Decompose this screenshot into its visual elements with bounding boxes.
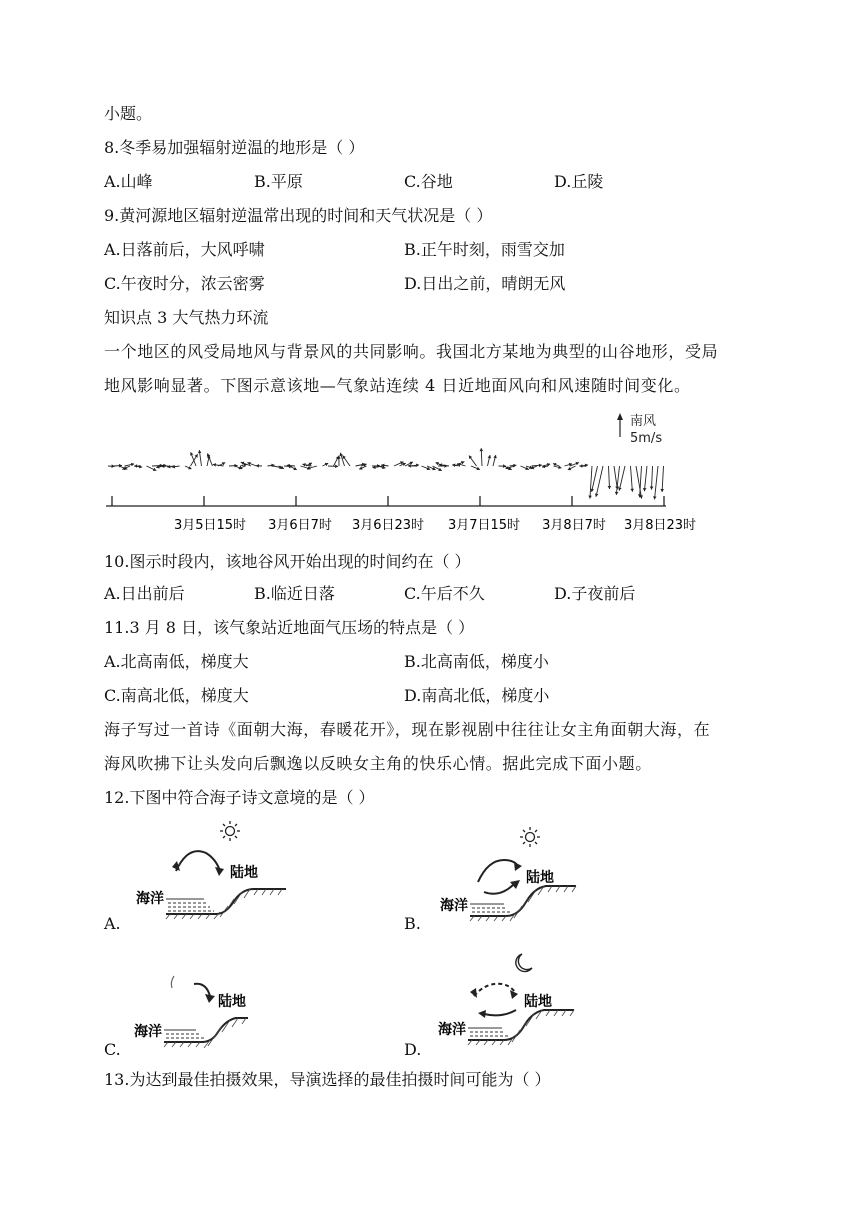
q10-stem: 10.图示时段内，该地谷风开始出现的时间约在（ ） <box>104 552 471 571</box>
q13-stem: 13.为达到最佳拍摄效果，导演选择的最佳拍摄时间可能为（ ） <box>104 1070 551 1089</box>
q9-option-b: B.正午时刻，雨雪交加 <box>404 240 565 259</box>
q8-option-b: B.平原 <box>254 172 303 191</box>
wind-arrowhead <box>539 464 542 468</box>
circulation-arrow <box>484 884 514 894</box>
wind-arrowhead <box>172 465 175 469</box>
q9-option-d: D.日出之前，晴朗无风 <box>404 274 566 293</box>
arrowhead <box>470 988 477 998</box>
wind-arrowhead <box>139 465 142 469</box>
q12-option-a-letter: A. <box>104 914 121 933</box>
wind-arrow <box>609 466 610 489</box>
circulation-arrow <box>176 851 220 871</box>
land-label: 陆地 <box>218 994 246 1010</box>
wind-chart <box>100 402 720 540</box>
tick-label-1: 3月5日15时 <box>173 518 247 533</box>
wind-arrowhead <box>595 494 599 497</box>
circulation-arrow <box>484 1010 516 1015</box>
wind-arrowhead <box>493 455 497 458</box>
diagram-d <box>430 948 590 1058</box>
q12-option-d-letter: D. <box>404 1040 422 1059</box>
wind-arrowhead <box>480 448 484 451</box>
tick-label-4: 3月7日15时 <box>447 518 521 533</box>
sun-icon <box>220 821 240 841</box>
coast-terrain <box>470 886 576 916</box>
arrowhead <box>478 1010 486 1018</box>
wind-arrow <box>652 466 653 490</box>
wind-arrows <box>108 448 664 499</box>
wind-arrow <box>616 466 619 495</box>
arrowhead <box>514 862 522 871</box>
sea-surface <box>468 1028 508 1036</box>
wind-arrowhead <box>591 489 595 492</box>
wind-arrow <box>655 466 659 499</box>
arrowhead <box>510 990 518 999</box>
q10-option-d: D.子夜前后 <box>554 584 636 603</box>
q9-stem: 9.黄河源地区辐射逆温常出现的时间和天气状况是（ ） <box>104 206 493 225</box>
sea-surface <box>470 904 510 912</box>
tick-label-6: 3月8日23时 <box>623 518 697 533</box>
wind-arrowhead <box>335 465 338 469</box>
q10-option-a: A.日出前后 <box>104 584 185 603</box>
wind-arrowhead <box>131 463 134 467</box>
moon-icon <box>516 954 532 972</box>
wind-arrowhead <box>650 487 654 490</box>
terrain-hatch <box>164 1018 246 1048</box>
circulation-arrow <box>478 860 518 882</box>
q12-option-b-letter: B. <box>404 914 421 933</box>
wind-arrow <box>590 466 592 499</box>
q11-option-d: D.南高北低，梯度小 <box>404 686 550 705</box>
q8-stem: 8.冬季易加强辐射逆温的地形是（ ） <box>104 138 365 157</box>
tick-label-2: 3月6日7时 <box>268 518 332 533</box>
q8-option-a: A.山峰 <box>104 172 153 191</box>
wind-arrow <box>631 466 633 492</box>
sea-surface <box>164 1030 204 1038</box>
tick-label-5: 3月8日7时 <box>542 518 606 533</box>
q12-stem: 12.下图中符合海子诗文意境的是（ ） <box>104 788 375 807</box>
section-title: 知识点 3 大气热力环流 <box>104 308 269 327</box>
legend-arrow-icon <box>617 413 623 420</box>
q11-stem: 11.3 月 8 日，该气象站近地面气压场的特点是（ ） <box>104 618 475 637</box>
wind-arrowhead <box>579 464 582 468</box>
wind-arrowhead <box>488 455 492 458</box>
sun-icon <box>520 827 540 847</box>
sea-label: 海洋 <box>438 1022 466 1038</box>
passage2-line1: 海子写过一首诗《面朝大海，春暖花开》，现在影视剧中往往让女主角面朝大海，在 <box>104 720 711 739</box>
arrowhead <box>215 867 224 876</box>
sea-label: 海洋 <box>134 1024 162 1040</box>
q11-option-c: C.南高北低，梯度大 <box>104 686 249 705</box>
diagram-b <box>430 822 590 927</box>
circulation-arrow <box>474 984 516 996</box>
wind-arrowhead <box>506 466 509 470</box>
q8-option-c: C.谷地 <box>404 172 453 191</box>
wind-arrowhead <box>134 464 137 468</box>
sea-label: 海洋 <box>440 898 468 914</box>
passage1-line1: 一个地区的风受局地风与背景风的共同影响。我国北方某地为典型的山谷地形，受局 <box>104 342 719 361</box>
sea-label: 海洋 <box>136 891 164 907</box>
wind-arrowhead <box>256 464 259 468</box>
legend-speed: 5m/s <box>630 431 663 446</box>
land-label: 陆地 <box>524 994 552 1010</box>
arrowhead <box>205 994 215 1003</box>
q10-option-c: C.午后不久 <box>404 584 485 603</box>
axis-ticks <box>112 496 664 506</box>
passage2-line2: 海风吹拂下让头发向后飘逸以反映女主角的快乐心情。据此完成下面小题。 <box>104 754 652 773</box>
wind-arrowhead <box>630 489 634 492</box>
land-label: 陆地 <box>230 865 258 881</box>
circulation-arrow <box>194 984 210 996</box>
wind-arrowhead <box>608 486 612 489</box>
wind-arrow <box>619 466 625 491</box>
coast-terrain <box>166 889 286 914</box>
wind-arrowhead <box>588 496 592 499</box>
arrowhead <box>510 880 520 889</box>
wind-arrowhead <box>643 488 647 491</box>
q12-option-c-letter: C. <box>104 1040 121 1059</box>
q9-option-a: A.日落前后，大风呼啸 <box>104 240 265 259</box>
land-label: 陆地 <box>526 870 554 886</box>
wind-arrowhead <box>618 487 622 490</box>
partial-moon-icon <box>171 976 174 988</box>
q10-option-b: B.临近日落 <box>254 584 335 603</box>
q11-option-b: B.北高南低，梯度小 <box>404 652 549 671</box>
q9-option-c: C.午夜时分，浓云密雾 <box>104 274 265 293</box>
q8-option-d: D.丘陵 <box>554 172 604 191</box>
wind-arrow <box>592 466 598 492</box>
wind-arrow <box>644 466 647 491</box>
tick-label-3: 3月6日23时 <box>351 518 425 533</box>
q11-option-a: A.北高南低，梯度大 <box>104 652 249 671</box>
intro-tail: 小题。 <box>104 104 153 123</box>
legend-label: 南风 <box>630 414 657 429</box>
sea-surface <box>166 899 214 911</box>
diagram-c <box>130 960 290 1060</box>
legend <box>617 413 662 446</box>
diagram-a <box>130 815 290 920</box>
wind-arrowhead <box>615 492 619 495</box>
wind-arrowhead <box>653 496 657 499</box>
passage1-line2: 地风影响显著。下图示意该地—气象站连续 4 日近地面风向和风速随时间变化。 <box>104 376 691 395</box>
wind-arrow <box>662 466 663 492</box>
wind-arrowhead <box>660 489 664 492</box>
wind-arrow <box>596 466 603 497</box>
